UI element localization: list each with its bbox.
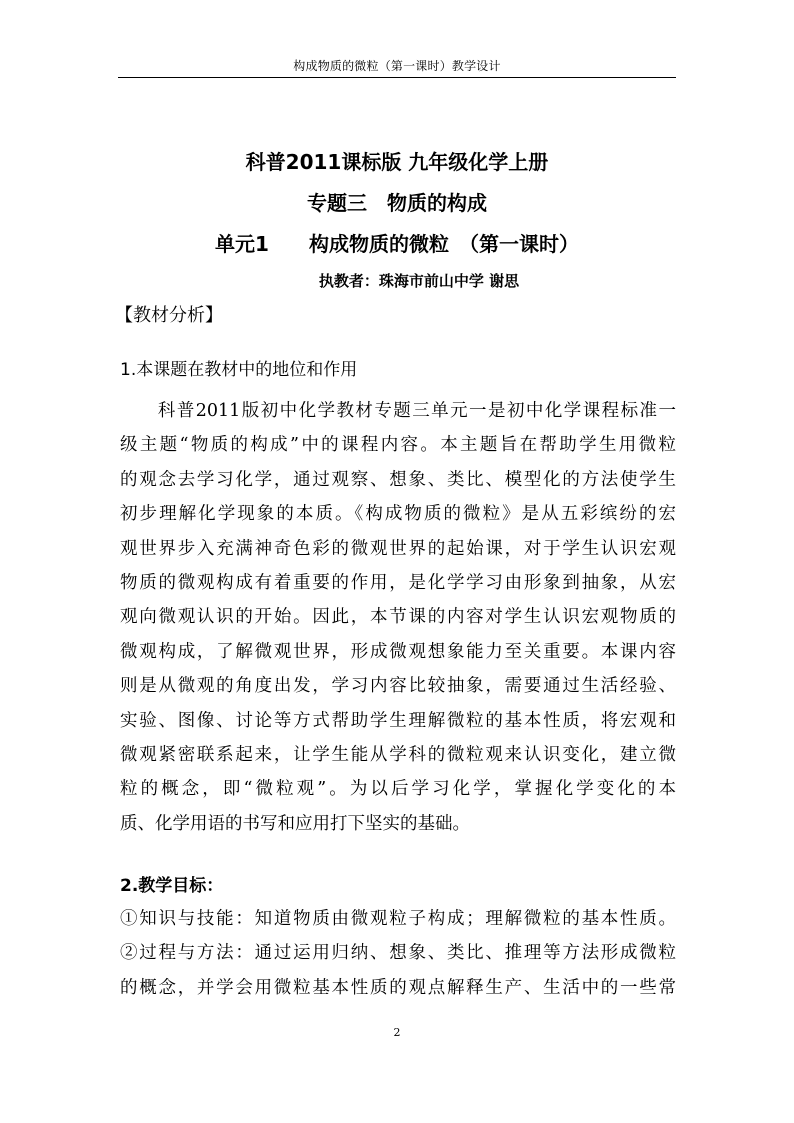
paragraph-line: 微观紧密联系起来，让学生能从学科的微粒观来认识变化，建立微 — [120, 744, 676, 765]
paragraph-line: 则是从微观的角度出发，学习内容比较抽象，需要通过生活经验、 — [120, 676, 676, 697]
goal-line: 的概念，并学会用微粒基本性质的观点解释生产、生活中的一些常 — [120, 977, 676, 998]
running-header: 构成物质的微粒（第一课时）教学设计 — [293, 59, 501, 73]
section-label: 【教材分析】 — [115, 305, 223, 326]
unit-title: 单元1 构成物质的微粒 （第一课时） — [215, 232, 579, 256]
paragraph-line: 实验、图像、讨论等方式帮助学生理解微粒的基本性质，将宏观和 — [120, 710, 676, 731]
topic-title: 专题三 物质的构成 — [307, 191, 487, 215]
paragraph-line: 初步理解化学现象的本质。《构成物质的微粒》是从五彩缤纷的宏 — [120, 504, 676, 525]
paragraph-line: 微观构成，了解微观世界，形成微观想象能力至关重要。本课内容 — [120, 641, 676, 662]
paragraph-line: 质、化学用语的书写和应用打下坚实的基础。 — [120, 813, 470, 834]
goal-line: ①知识与技能：知道物质由微观粒子构成；理解微粒的基本性质。 — [120, 909, 676, 929]
part1-heading: 1.本课题在教材中的地位和作用 — [120, 360, 358, 380]
page-number: 2 — [393, 1026, 401, 1039]
paragraph-line: 观向微观认识的开始。因此，本节课的内容对学生认识宏观物质的 — [120, 607, 676, 628]
paragraph-line: 级主题“物质的构成”中的课程内容。本主题旨在帮助学生用微粒 — [120, 435, 676, 456]
paragraph-line: 物质的微观构成有着重要的作用，是化学学习由形象到抽象，从宏 — [120, 572, 676, 593]
author-line: 执教者：珠海市前山中学 谢思 — [318, 272, 520, 290]
paragraph-line: 观世界步入充满神奇色彩的微观世界的起始课，对于学生认识宏观 — [120, 538, 676, 559]
header-rule — [118, 77, 676, 78]
textbook-title: 科普2011课标版 九年级化学上册 — [245, 150, 549, 174]
paragraph-line: 的观念去学习化学，通过观察、想象、类比、模型化的方法使学生 — [120, 469, 676, 490]
goal-line: ②过程与方法：通过运用归纳、想象、类比、推理等方法形成微粒 — [120, 943, 676, 964]
paragraph-line: 粒的概念，即“微粒观”。为以后学习化学，掌握化学变化的本 — [120, 779, 676, 800]
paragraph-line: 科普2011版初中化学教材专题三单元一是初中化学课程标准一 — [120, 401, 676, 421]
part2-body — [120, 902, 676, 1005]
part2-heading: 2.教学目标： — [120, 876, 224, 896]
part1-body — [120, 394, 676, 841]
